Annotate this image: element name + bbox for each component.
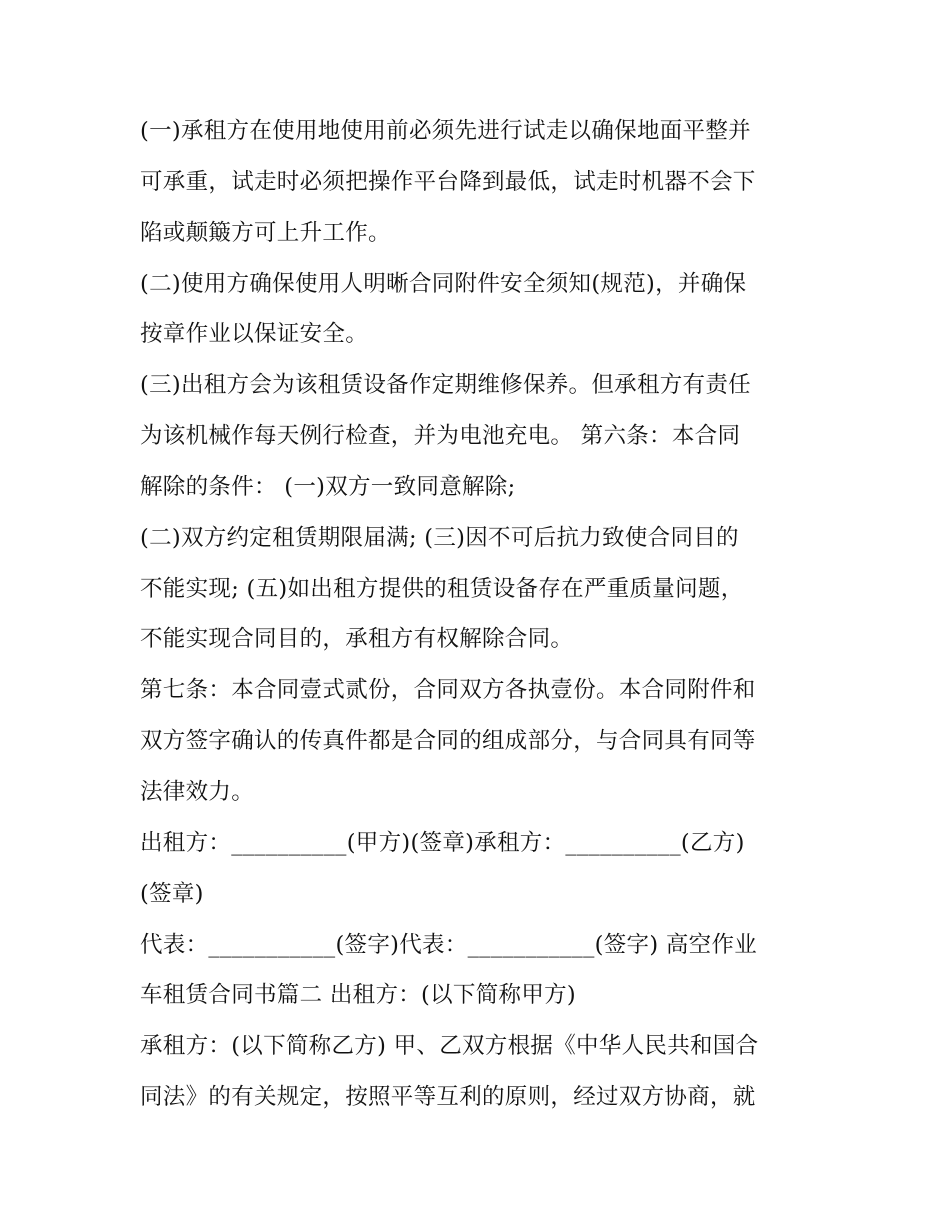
text-line: 可承重，试走时必须把操作平台降到最低，试走时机器不会下 bbox=[140, 168, 756, 195]
text-line: (二)双方约定租赁期限届满; (三)因不可后抗力致使合同目的 bbox=[140, 524, 739, 551]
contract-body-text bbox=[140, 106, 820, 1123]
text-line: 不能实现合同目的，承租方有权解除合同。 bbox=[140, 626, 574, 653]
text-line: 法律效力。 bbox=[140, 778, 255, 805]
text-line: (三)出租方会为该租赁设备作定期维修保养。但承租方有责任 bbox=[140, 372, 751, 399]
text-line: 承租方：(以下简称乙方) 甲、乙双方根据《中华人民共和国合 bbox=[140, 1033, 759, 1060]
text-line: 为该机械作每天例行检查，并为电池充电。 第六条：本合同 bbox=[140, 423, 741, 450]
text-line: 按章作业以保证安全。 bbox=[140, 321, 369, 348]
text-line: 车租赁合同书篇二 出租方：(以下简称甲方) bbox=[140, 982, 577, 1009]
text-line: 双方签字确认的传真件都是合同的组成部分，与合同具有同等 bbox=[140, 728, 756, 755]
text-line: 解除的条件： (一)双方一致同意解除; bbox=[140, 473, 516, 500]
text-line: (一)承租方在使用地使用前必须先进行试走以确保地面平整并 bbox=[140, 118, 751, 144]
text-line: 同法》的有关规定，按照平等互利的原则，经过双方协商，就 bbox=[140, 1084, 756, 1111]
text-line: (二)使用方确保使用人明晰合同附件安全须知(规范)，并确保 bbox=[140, 270, 747, 297]
signature-line-representatives: 代表：___________(签字)代表：___________(签字) 高空作业 bbox=[140, 931, 758, 958]
text-line: 不能实现; (五)如出租方提供的租赁设备存在严重质量问题， bbox=[140, 575, 744, 602]
signature-line-lessor-lessee: 出租方：__________(甲方)(签章)承租方：__________(乙方) bbox=[140, 829, 745, 856]
text-line: 第七条：本合同壹式贰份，合同双方各执壹份。本合同附件和 bbox=[140, 677, 756, 704]
text-line: 陷或颠簸方可上升工作。 bbox=[140, 219, 391, 246]
text-line: (签章) bbox=[140, 880, 204, 907]
